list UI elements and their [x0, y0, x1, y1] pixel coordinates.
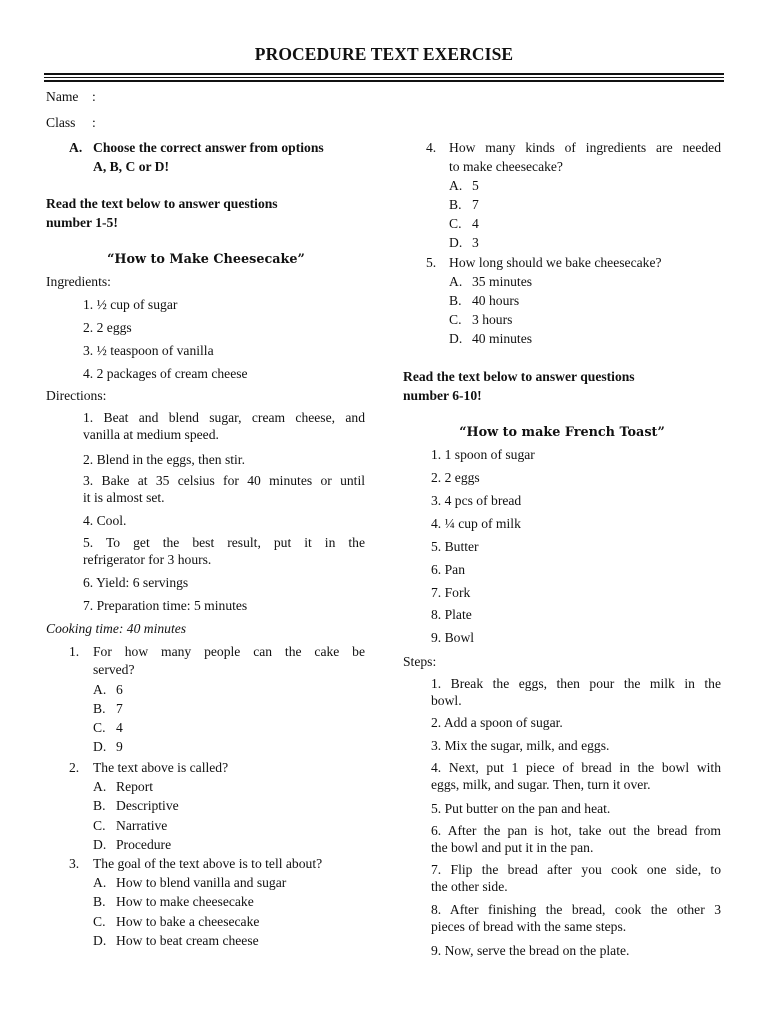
- list-item: 2. 2 eggs: [431, 470, 480, 485]
- list-item: 8. Plate: [431, 607, 472, 622]
- list-item: 5. Butter: [431, 539, 479, 554]
- option-letter: A.: [449, 178, 463, 193]
- list-item: 4. Next, put 1 piece of bread in the bowl with eggs, milk, and sugar. Then, turn it over.: [431, 760, 721, 792]
- list-item: 7. Fork: [431, 585, 471, 600]
- reading-instruction: number 1-5!: [46, 215, 118, 230]
- option-letter: C.: [93, 720, 106, 735]
- option-letter: D.: [93, 739, 107, 754]
- question-text: The text above is called?: [93, 760, 229, 775]
- option-letter: C.: [449, 216, 462, 231]
- option-text: 40 minutes: [472, 331, 533, 346]
- list-item: 4. 2 packages of cream cheese: [83, 366, 248, 381]
- list-item: 3. Bake at 35 celsius for 40 minutes or until it is almost set.: [83, 473, 365, 505]
- page-title: PROCEDURE TEXT EXERCISE: [254, 44, 514, 64]
- option-letter: C.: [93, 914, 106, 929]
- list-item: 4. Cool.: [83, 513, 127, 528]
- option-letter: A.: [93, 875, 107, 890]
- question-text: to make cheesecake?: [449, 159, 563, 174]
- option-letter: B.: [93, 701, 106, 716]
- option-text: 4: [116, 720, 123, 735]
- question-number: 2.: [69, 760, 80, 775]
- directions-label: Directions:: [46, 388, 107, 403]
- list-item: 3. 4 pcs of bread: [431, 493, 522, 508]
- list-item: 1. 1 spoon of sugar: [431, 447, 535, 462]
- option-letter: B.: [93, 798, 106, 813]
- option-letter: D.: [93, 933, 107, 948]
- list-item: 7. Preparation time: 5 minutes: [83, 598, 248, 613]
- section-a-instruction: A, B, C or D!: [93, 159, 170, 174]
- list-item: 7. Flip the bread after you cook one side, to the other side.: [431, 862, 721, 894]
- name-label: Name: [46, 89, 79, 104]
- text-title-cheesecake: “How to Make Cheesecake”: [107, 252, 305, 267]
- reading-instruction: number 6-10!: [403, 388, 482, 403]
- option-letter: B.: [449, 197, 462, 212]
- option-text: 9: [116, 739, 123, 754]
- title-rule: [44, 80, 724, 82]
- list-item: 6. Pan: [431, 562, 465, 577]
- list-item: 1. ½ cup of sugar: [83, 297, 178, 312]
- option-letter: D.: [449, 235, 463, 250]
- option-letter: A.: [449, 274, 463, 289]
- option-text: 40 hours: [472, 293, 520, 308]
- option-text: Narrative: [116, 818, 168, 833]
- title-rule: [44, 73, 724, 75]
- text-title-french-toast: “How to make French Toast”: [459, 425, 665, 440]
- question-text: How many kinds of ingredients are needed: [449, 140, 721, 155]
- list-item: 2. 2 eggs: [83, 320, 132, 335]
- question-number: 5.: [426, 255, 437, 270]
- list-item: 6. After the pan is hot, take out the bread from the bowl and put it in the pan.: [431, 823, 721, 855]
- list-item: 5. To get the best result, put it in the refrigerator for 3 hours.: [83, 535, 365, 567]
- option-text: 6: [116, 682, 123, 697]
- list-item: 5. Put butter on the pan and heat.: [431, 801, 611, 816]
- question-text: The goal of the text above is to tell about?: [93, 856, 323, 871]
- option-letter: A.: [93, 779, 107, 794]
- option-text: How to bake a cheesecake: [116, 914, 260, 929]
- option-text: How to beat cream cheese: [116, 933, 259, 948]
- option-text: 4: [472, 216, 479, 231]
- cooking-time: Cooking time: 40 minutes: [46, 621, 187, 636]
- reading-instruction: Read the text below to answer questions: [403, 369, 635, 384]
- list-item: 9. Now, serve the bread on the plate.: [431, 943, 630, 958]
- question-text: For how many people can the cake be: [93, 644, 365, 659]
- option-text: 7: [116, 701, 123, 716]
- option-letter: D.: [93, 837, 107, 852]
- list-item: 8. After finishing the bread, cook the other 3 pieces of bread with the same steps.: [431, 902, 721, 934]
- option-text: Procedure: [116, 837, 172, 852]
- list-item: 4. ¼ cup of milk: [431, 516, 521, 531]
- question-text: How long should we bake cheesecake?: [449, 255, 662, 270]
- name-colon: :: [92, 89, 96, 104]
- list-item: 9. Bowl: [431, 630, 475, 645]
- list-item: 3. Mix the sugar, milk, and eggs.: [431, 738, 610, 753]
- list-item: 1. Beat and blend sugar, cream cheese, and vanilla at medium speed.: [83, 410, 365, 442]
- list-item: 3. ½ teaspoon of vanilla: [83, 343, 214, 358]
- question-number: 4.: [426, 140, 437, 155]
- option-text: 3 hours: [472, 312, 513, 327]
- question-number: 1.: [69, 644, 80, 659]
- option-letter: D.: [449, 331, 463, 346]
- question-text: served?: [93, 662, 135, 677]
- option-text: How to blend vanilla and sugar: [116, 875, 287, 890]
- option-letter: C.: [93, 818, 106, 833]
- section-a-instruction: Choose the correct answer from options: [93, 140, 324, 155]
- class-label: Class: [46, 115, 76, 130]
- title-rule: [44, 77, 724, 78]
- option-letter: A.: [93, 682, 107, 697]
- option-text: Descriptive: [116, 798, 179, 813]
- steps-label: Steps:: [403, 654, 437, 669]
- option-text: 7: [472, 197, 479, 212]
- list-item: 2. Blend in the eggs, then stir.: [83, 452, 245, 467]
- option-letter: C.: [449, 312, 462, 327]
- option-text: How to make cheesecake: [116, 894, 254, 909]
- option-text: 3: [472, 235, 479, 250]
- reading-instruction: Read the text below to answer questions: [46, 196, 278, 211]
- section-a-letter: A.: [69, 140, 83, 155]
- option-text: 5: [472, 178, 479, 193]
- class-colon: :: [92, 115, 96, 130]
- option-text: 35 minutes: [472, 274, 533, 289]
- option-text: Report: [116, 779, 153, 794]
- list-item: 2. Add a spoon of sugar.: [431, 715, 563, 730]
- ingredients-label: Ingredients:: [46, 274, 111, 289]
- question-number: 3.: [69, 856, 80, 871]
- list-item: 6. Yield: 6 servings: [83, 575, 189, 590]
- option-letter: B.: [93, 894, 106, 909]
- option-letter: B.: [449, 293, 462, 308]
- list-item: 1. Break the eggs, then pour the milk in the bowl.: [431, 676, 721, 708]
